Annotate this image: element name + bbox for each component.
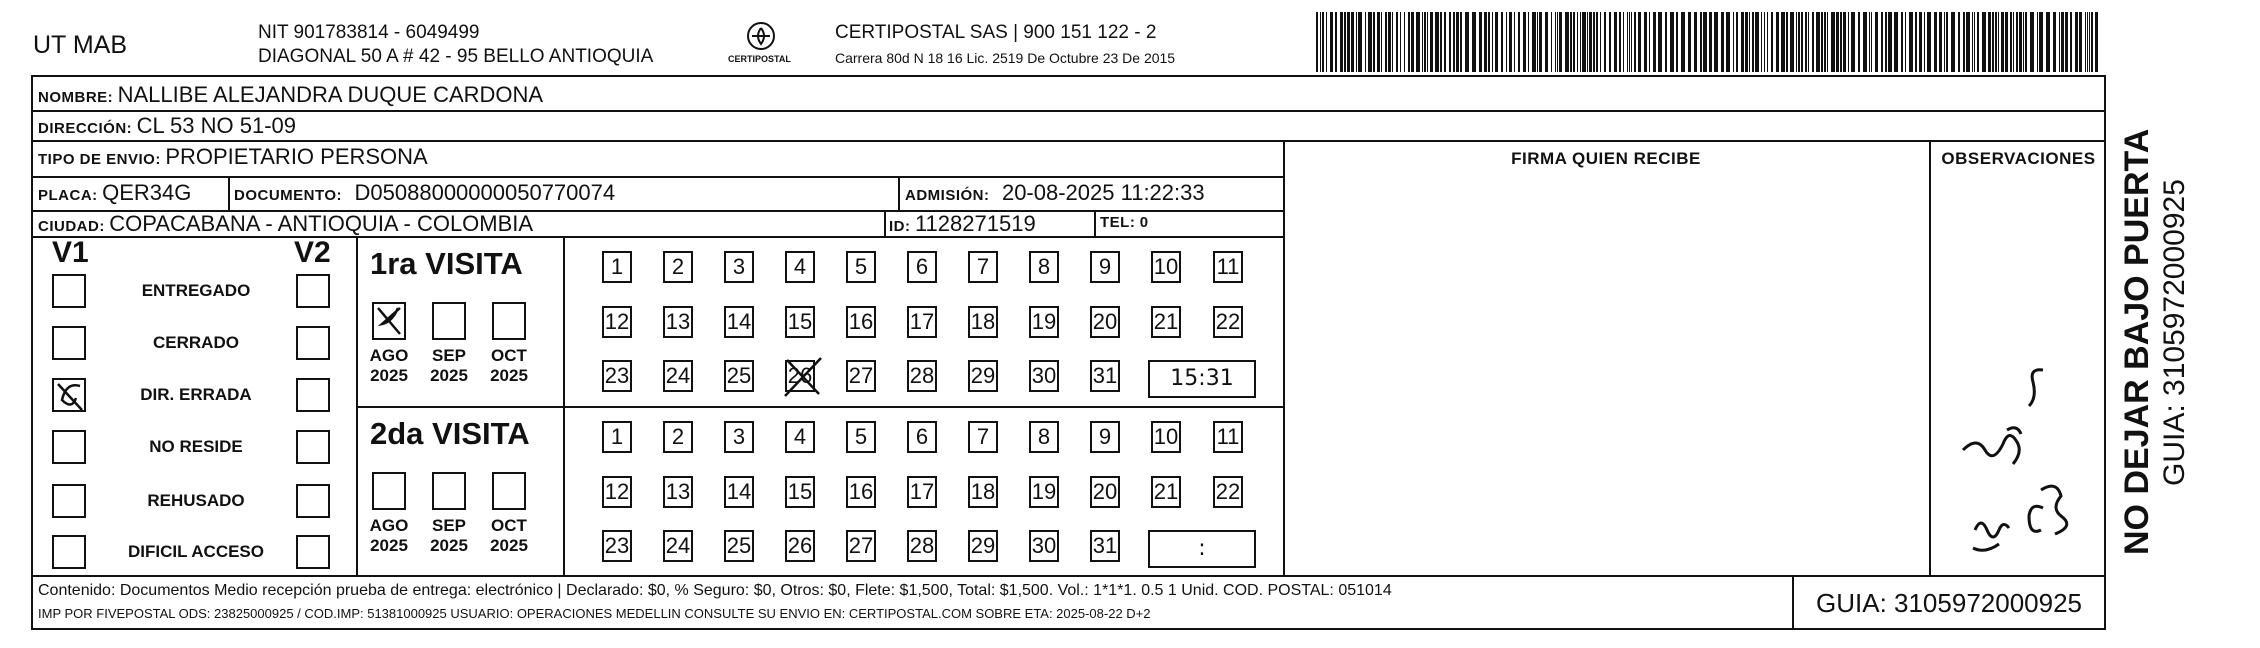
status-label: DIR. ERRADA [140, 385, 252, 404]
day-box[interactable]: 31 [1090, 360, 1120, 392]
sender-address: DIAGONAL 50 A # 42 - 95 BELLO ANTIOQUIA [258, 46, 654, 67]
day-box[interactable]: 22 [1213, 306, 1243, 338]
month-label: SEP 2025 [430, 516, 468, 555]
month-label: AGO 2025 [369, 346, 409, 385]
day-box[interactable]: 23 [602, 530, 632, 562]
day-box[interactable]: 15 [785, 476, 815, 508]
placa-label: PLACA: [38, 187, 98, 204]
day-box[interactable]: 27 [846, 360, 876, 392]
day-box[interactable]: 29 [968, 360, 998, 392]
nit-text: NIT 901783814 - 6049499 [258, 22, 480, 43]
barcode [1316, 12, 2101, 72]
day-box[interactable]: 25 [724, 530, 754, 562]
day-box[interactable]: 22 [1213, 476, 1243, 508]
direccion-value: CL 53 NO 51-09 [136, 113, 297, 138]
time-box[interactable]: : [1148, 530, 1256, 568]
placa-row [38, 180, 191, 206]
month-checkbox[interactable] [432, 302, 466, 340]
day-box[interactable]: 20 [1090, 476, 1120, 508]
day-box[interactable]: 30 [1029, 530, 1059, 562]
month-checkbox[interactable] [432, 472, 466, 510]
ciudad-row [38, 211, 533, 237]
footer-contenido: Contenido: Documentos Medio recepción prueba de entrega: electrónico | Declarado: $0, % Seguro: $0, Otros: $0, Flete: $1,500, Total: $1,500. Vol.: 1*1*1. 0.5 1 Unid. COD. POSTAL: 051014 [38, 582, 1392, 599]
v2-label: V2 [294, 236, 331, 269]
day-box[interactable]: 12 [602, 306, 632, 338]
day-box[interactable]: 5 [846, 251, 876, 283]
direccion-row [38, 113, 296, 139]
day-box[interactable]: 8 [1029, 251, 1059, 283]
v1-checkbox[interactable] [52, 326, 86, 360]
month-checkbox[interactable] [492, 302, 526, 340]
visit-title: 2da VISITA [370, 416, 530, 451]
company-name: UT MAB [33, 31, 127, 59]
day-box[interactable]: 12 [602, 476, 632, 508]
day-box[interactable]: 26 [785, 360, 815, 392]
day-box[interactable]: 6 [907, 251, 937, 283]
day-box[interactable]: 13 [663, 306, 693, 338]
status-label: ENTREGADO [141, 281, 251, 300]
day-box[interactable]: 5 [846, 421, 876, 453]
status-label: NO RESIDE [149, 437, 243, 456]
v1-checkbox[interactable] [52, 378, 86, 412]
day-box[interactable]: 9 [1090, 421, 1120, 453]
day-box[interactable]: 1 [602, 251, 632, 283]
v2-checkbox[interactable] [296, 535, 330, 569]
month-checkbox[interactable] [492, 472, 526, 510]
v1-checkbox[interactable] [52, 535, 86, 569]
day-box[interactable]: 10 [1151, 421, 1181, 453]
v1-label: V1 [52, 236, 89, 269]
no-dejar-bajo-puerta: NO DEJAR BAJO PUERTA [2118, 128, 2156, 555]
tel-label: TEL: [1100, 214, 1136, 231]
tel-value: 0 [1139, 214, 1149, 231]
day-box[interactable]: 16 [846, 306, 876, 338]
admision-label: ADMISIÓN: [905, 187, 990, 204]
day-box[interactable]: 9 [1090, 251, 1120, 283]
nombre-row [38, 82, 543, 108]
day-box[interactable]: 21 [1151, 476, 1181, 508]
month-label: OCT 2025 [490, 346, 528, 385]
side-guia: GUIA: 3105972000925 [2158, 179, 2191, 486]
nombre-label: NOMBRE: [38, 89, 114, 106]
day-box[interactable]: 25 [724, 360, 754, 392]
admision-row [905, 180, 1205, 206]
visit-title: 1ra VISITA [370, 246, 523, 281]
v1-checkbox[interactable] [52, 484, 86, 518]
firma-header: FIRMA QUIEN RECIBE [1511, 149, 1701, 168]
v1-checkbox[interactable] [52, 430, 86, 464]
day-box[interactable]: 14 [724, 476, 754, 508]
day-box[interactable]: 18 [968, 476, 998, 508]
status-label: REHUSADO [147, 491, 245, 510]
day-box[interactable]: 11 [1213, 421, 1243, 453]
id-value: 1128271519 [914, 211, 1036, 236]
day-box[interactable]: 21 [1151, 306, 1181, 338]
nombre-value: NALLIBE ALEJANDRA DUQUE CARDONA [117, 82, 544, 107]
day-box[interactable]: 2 [663, 421, 693, 453]
admision-value: 20-08-2025 11:22:33 [1001, 180, 1205, 205]
month-label: SEP 2025 [430, 346, 468, 385]
handwritten-observation [1945, 330, 2085, 570]
status-label: CERRADO [153, 333, 239, 352]
day-box[interactable]: 27 [846, 530, 876, 562]
v2-checkbox[interactable] [296, 378, 330, 412]
tipo-row [38, 144, 428, 170]
day-box[interactable]: 3 [724, 251, 754, 283]
day-box[interactable]: 31 [1090, 530, 1120, 562]
id-row [889, 211, 1036, 237]
day-box[interactable]: 24 [663, 360, 693, 392]
day-box[interactable]: 7 [968, 421, 998, 453]
day-box[interactable]: 15 [785, 306, 815, 338]
status-label: DIFICIL ACCESO [127, 542, 264, 561]
v2-checkbox[interactable] [296, 326, 330, 360]
tipo-value: PROPIETARIO PERSONA [165, 144, 428, 169]
day-box[interactable]: 1 [602, 421, 632, 453]
observaciones-header: OBSERVACIONES [1941, 149, 2096, 168]
day-box[interactable]: 24 [663, 530, 693, 562]
logo-text: CERTIPOSTAL [728, 54, 791, 64]
day-box[interactable]: 4 [785, 421, 815, 453]
day-box[interactable]: 23 [602, 360, 632, 392]
day-box[interactable]: 16 [846, 476, 876, 508]
day-box[interactable]: 13 [663, 476, 693, 508]
day-box[interactable]: 3 [724, 421, 754, 453]
v1-checkbox[interactable] [52, 274, 86, 308]
footer-imp: IMP POR FIVEPOSTAL ODS: 23825000925 / COD.IMP: 51381000925 USUARIO: OPERACIONES MEDELLIN CONSULTE SU ENVIO EN: CERTIPOSTAL.COM SOBRE ETA: 2025-08-22 D+2 [38, 606, 1151, 621]
day-box[interactable]: 8 [1029, 421, 1059, 453]
carrier-name: CERTIPOSTAL SAS | 900 151 122 - 2 [835, 22, 1157, 43]
ciudad-value: COPACABANA - ANTIOQUIA - COLOMBIA [109, 211, 534, 236]
footer-guia: GUIA: 3105972000925 [1816, 588, 2082, 618]
day-box[interactable]: 2 [663, 251, 693, 283]
day-box[interactable]: 26 [785, 530, 815, 562]
day-box[interactable]: 17 [907, 476, 937, 508]
day-box[interactable]: 19 [1029, 306, 1059, 338]
v2-checkbox[interactable] [296, 430, 330, 464]
day-box[interactable]: 11 [1213, 251, 1243, 283]
v2-checkbox[interactable] [296, 274, 330, 308]
day-box[interactable]: 6 [907, 421, 937, 453]
tel-row [1100, 214, 1149, 232]
day-box[interactable]: 29 [968, 530, 998, 562]
documento-value: D05088000000050770074 [354, 180, 616, 205]
documento-label: DOCUMENTO: [234, 187, 343, 204]
month-checkbox[interactable] [372, 472, 406, 510]
certipostal-logo [716, 20, 806, 70]
day-box[interactable]: 14 [724, 306, 754, 338]
documento-row [234, 180, 615, 206]
placa-value: QER34G [102, 180, 192, 205]
day-box[interactable]: 10 [1151, 251, 1181, 283]
id-label: ID: [889, 218, 911, 235]
month-label: OCT 2025 [490, 516, 528, 555]
day-box[interactable]: 19 [1029, 476, 1059, 508]
day-box[interactable]: 28 [907, 360, 937, 392]
carrier-address: Carrera 80d N 18 16 Lic. 2519 De Octubre 23 De 2015 [835, 50, 1176, 66]
day-box[interactable]: 7 [968, 251, 998, 283]
day-box[interactable]: 17 [907, 306, 937, 338]
ciudad-label: CIUDAD: [38, 218, 105, 235]
day-box[interactable]: 20 [1090, 306, 1120, 338]
day-box[interactable]: 18 [968, 306, 998, 338]
v2-checkbox[interactable] [296, 484, 330, 518]
tipo-label: TIPO DE ENVIO: [38, 151, 161, 168]
day-box[interactable]: 30 [1029, 360, 1059, 392]
month-label: AGO 2025 [369, 516, 409, 555]
day-box[interactable]: 28 [907, 530, 937, 562]
direccion-label: DIRECCIÓN: [38, 120, 133, 137]
day-box[interactable]: 4 [785, 251, 815, 283]
month-checkbox[interactable] [372, 302, 406, 340]
time-box[interactable]: 15:31 [1148, 360, 1256, 398]
